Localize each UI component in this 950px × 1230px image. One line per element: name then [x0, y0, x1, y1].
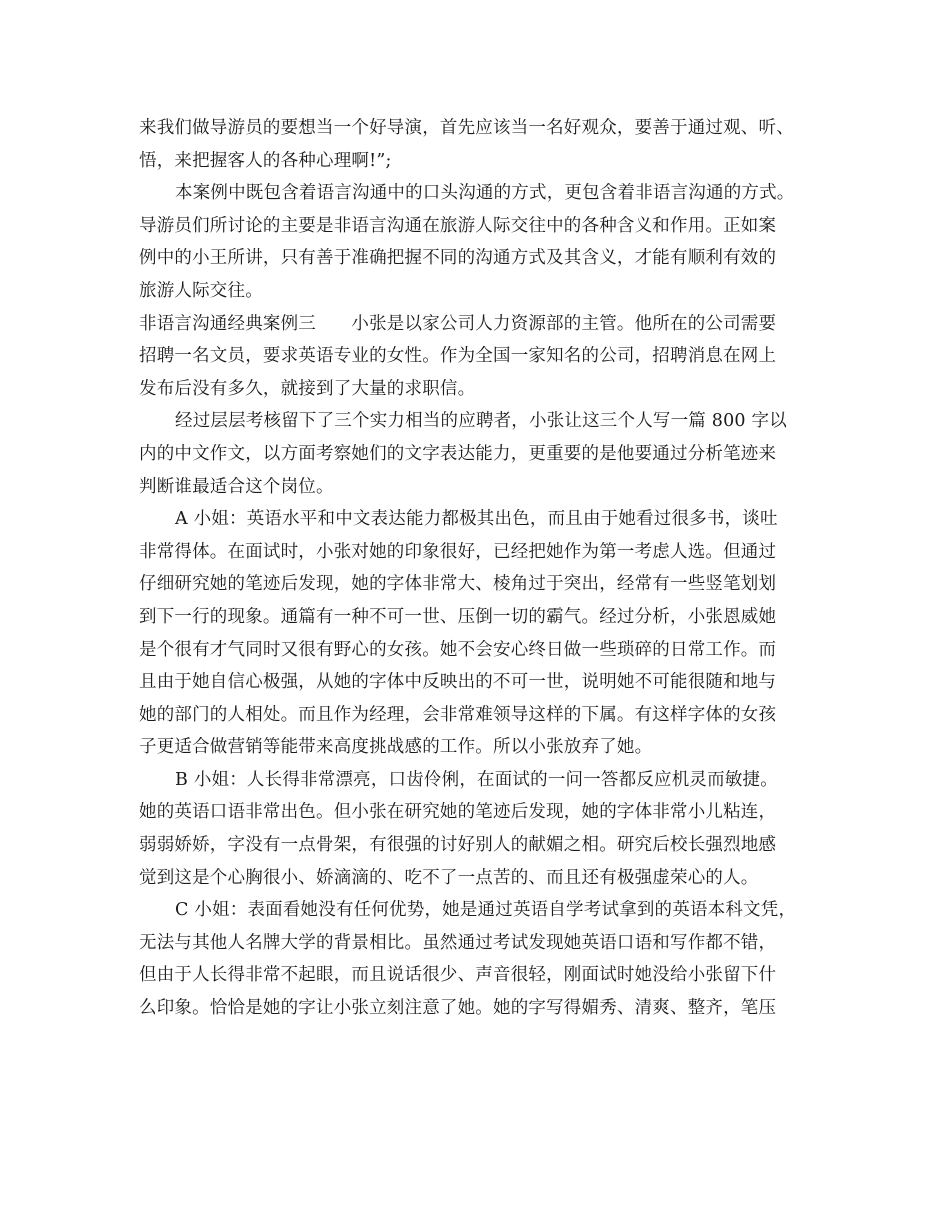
text-line: C 小姐：表面看她没有任何优势，她是通过英语自学考试拿到的英语本科文凭，	[175, 900, 797, 921]
text-line: 导游员们所讨论的主要是非语言沟通在旅游人际交往中的各种含义和作用。正如案	[139, 215, 777, 236]
document-body	[139, 112, 829, 1025]
text-line: 判断谁最适合这个岗位。	[139, 476, 334, 497]
text-line: 觉到这是个心胸很小、娇滴滴的、吃不了一点苦的、而且还有极强虚荣心的人。	[139, 867, 759, 888]
text-line: 她的部门的人相处。而且作为经理，会非常难领导这样的下属。有这样字体的女孩	[139, 704, 777, 725]
text-line: 来我们做导游员的要想当一个好导演，首先应该当一名好观众，要善于通过观、听、	[139, 118, 794, 138]
text-line: 但由于人长得非常不起眼，而且说话很少、声音很轻，刚面试时她没给小张留下什	[139, 965, 777, 986]
text-line: 经过层层考核留下了三个实力相当的应聘者，小张让这三个人写一篇 800 字以	[175, 411, 787, 432]
text-line: 旅游人际交往。	[139, 280, 263, 301]
text-line: 么印象。恰恰是她的字让小张立刻注意了她。她的字写得媚秀、清爽、整齐，笔压	[139, 998, 777, 1019]
text-line: 悟，来把握客人的各种心理啊!”;	[139, 150, 392, 171]
text-line: 例中的小王所讲，只有善于准确把握不同的沟通方式及其含义，才能有顺利有效的	[139, 248, 777, 269]
text-line: 弱弱娇娇，字没有一点骨架，有很强的讨好别人的献媚之相。研究后校长强烈地感	[139, 835, 777, 856]
text-line: 子更适合做营销等能带来高度挑战感的工作。所以小张放弃了她。	[139, 737, 653, 758]
text-line: 非常得体。在面试时，小张对她的印象很好，已经把她作为第一考虑人选。但通过	[139, 541, 777, 562]
text-line: 且由于她自信心极强，从她的字体中反映出的不可一世，说明她不可能很随和地与	[139, 672, 777, 693]
text-line: 仔细研究她的笔迹后发现，她的字体非常大、棱角过于突出，经常有一些竖笔划划	[139, 574, 777, 595]
text-line: 到下一行的现象。通篇有一种不可一世、压倒一切的霸气。经过分析，小张恩威她	[139, 606, 777, 627]
text-line: 内的中文作文，以方面考察她们的文字表达能力，更重要的是他要通过分析笔迹来	[139, 443, 777, 464]
text-line: A 小姐：英语水平和中文表达能力都极其出色，而且由于她看过很多书，谈吐	[175, 509, 778, 530]
text-line: 发布后没有多久，就接到了大量的求职信。	[139, 378, 476, 399]
text-line: B 小姐：人长得非常漂亮，口齿伶俐，在面试的一问一答都反应机灵而敏捷。	[175, 769, 778, 790]
text-line: 是个很有才气同时又很有野心的女孩。她不会安心终日做一些琐碎的日常工作。而	[139, 639, 777, 660]
text-line: 非语言沟通经典案例三 小张是以家公司人力资源部的主管。他所在的公司需要	[139, 313, 777, 334]
text-line: 她的英语口语非常出色。但小张在研究她的笔迹后发现，她的字体非常小儿粘连，	[139, 802, 777, 823]
text-line: 招聘一名文员，要求英语专业的女性。作为全国一家知名的公司，招聘消息在网上	[139, 346, 777, 367]
text-line: 本案例中既包含着语言沟通中的口头沟通的方式，更包含着非语言沟通的方式。	[175, 183, 795, 204]
text-line: 无法与其他人名牌大学的背景相比。虽然通过考试发现她英语口语和写作都不错，	[139, 932, 777, 953]
